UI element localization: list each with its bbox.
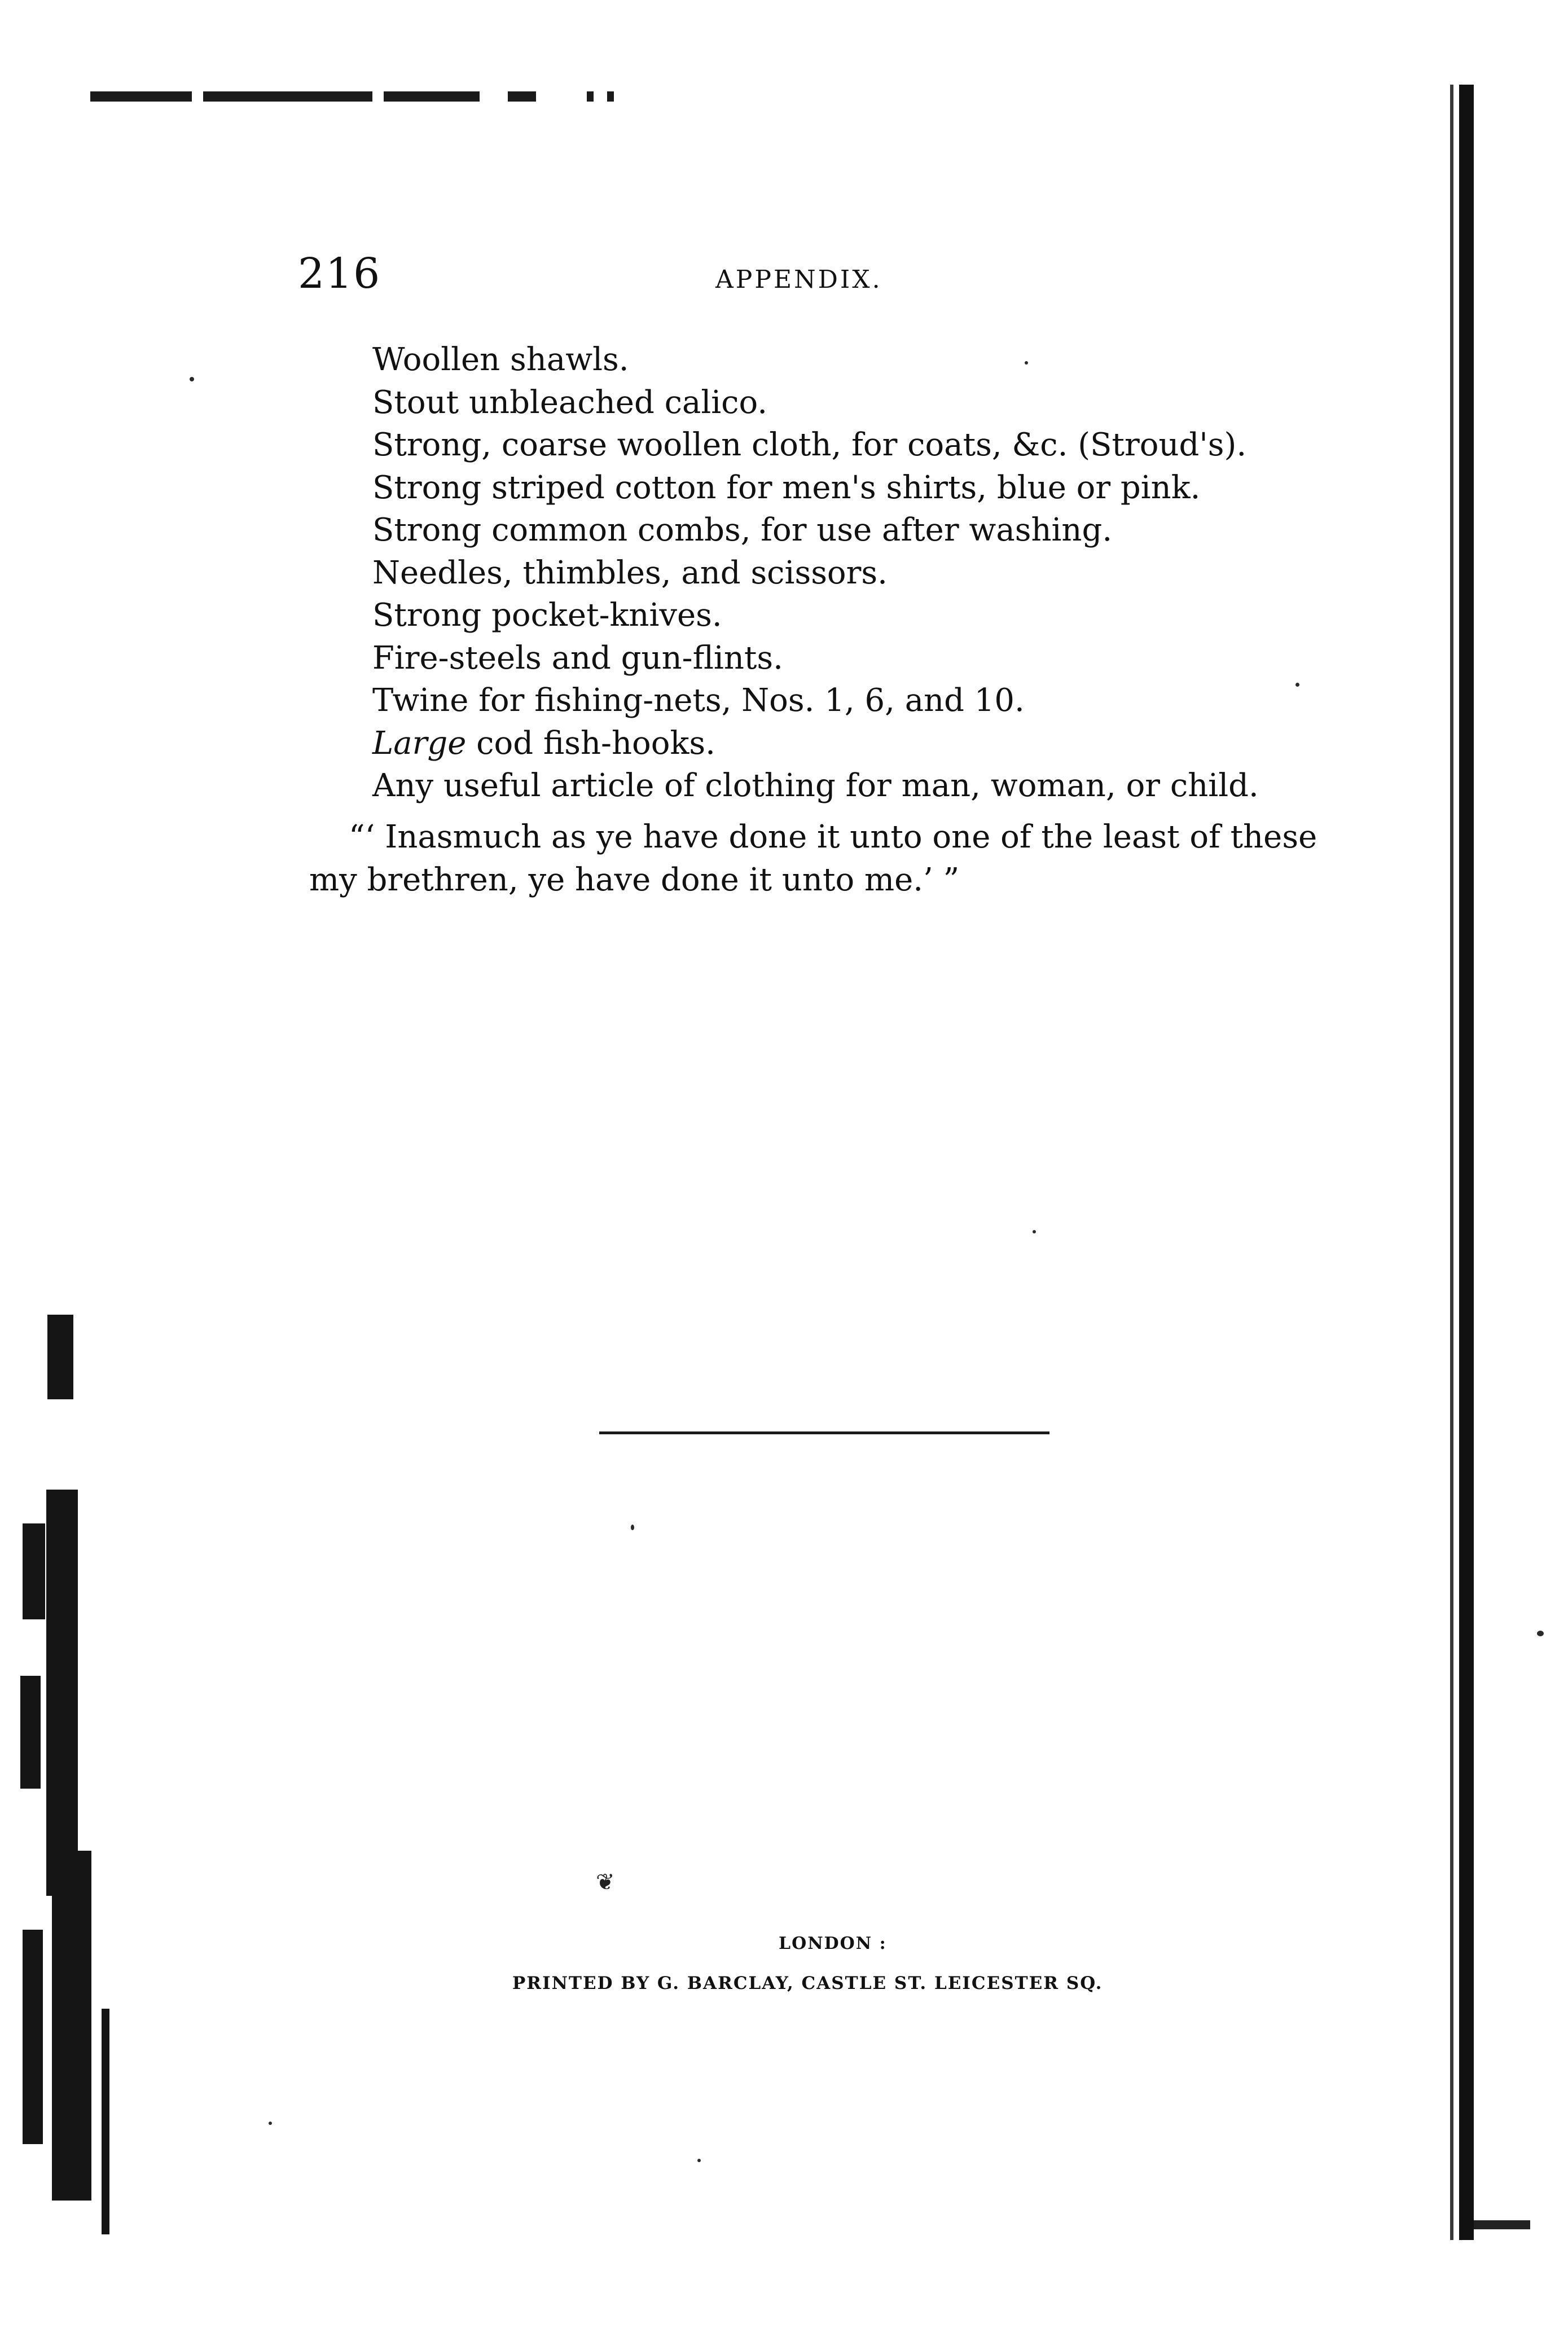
scan-artifact-top-rule [384,91,480,102]
scan-artifact-left-gutter [23,1930,43,2144]
scan-speck [1033,1230,1036,1233]
scan-speck [1537,1631,1544,1636]
list-item: Any useful article of clothing for man, woman, or child. [372,767,1259,804]
page-number: 216 [298,249,381,298]
list-item: Woollen shawls. [372,341,629,378]
list-item-text: cod fish-hooks. [466,724,715,762]
quote-line: my brethren, ye have done it unto me.’ ” [309,862,960,898]
scan-artifact-left-gutter [23,1523,45,1619]
list-item: Strong common combs, for use after washing. [372,512,1113,548]
scan-artifact-left-gutter [102,2009,109,2234]
list-item: Strong pocket-knives. [372,597,722,634]
donation-items-list [372,339,1388,807]
list-item: Needles, thimbles, and scissors. [372,554,888,591]
scan-speck [631,1525,634,1530]
list-item [372,722,1388,765]
scripture-quote [309,816,1342,902]
scan-artifact-top-rule [508,91,536,102]
printer-ornament-icon: ❦ [596,1869,615,1895]
scan-speck [190,377,194,381]
scan-artifact-top-rule [587,91,594,102]
list-item: Strong, coarse woollen cloth, for coats, &c. (Stroud's). [372,427,1247,463]
scan-artifact-left-gutter [20,1676,41,1789]
scan-speck [269,2122,272,2125]
imprint-printer: PRINTED BY G. BARCLAY, CASTLE ST. LEICESTER SQ. [512,1973,1103,1993]
imprint-city: LONDON : [779,1934,887,1953]
scan-speck [697,2159,701,2162]
section-divider [599,1431,1049,1434]
scan-artifact-top-rule [90,91,192,102]
scan-artifact-right-edge [1459,85,1474,2240]
scan-artifact-top-rule [607,91,614,102]
list-item: Fire-steels and gun-flints. [372,639,783,677]
quote-line: “‘ Inasmuch as ye have done it unto one of the least of these [349,819,1317,855]
emphasis-word: Large [372,724,467,762]
scan-artifact-left-gutter [47,1315,73,1399]
scan-artifact-left-gutter [52,1851,91,2201]
scan-artifact-top-rule [203,91,372,102]
scan-artifact-right-edge [1450,85,1453,2240]
scan-artifact-left-gutter [46,1490,78,1896]
list-item: Strong striped cotton for men's shirts, blue or pink. [372,469,1201,506]
scan-artifact-corner [1474,2220,1530,2229]
list-item: Twine for fishing-nets, Nos. 1, 6, and 10. [372,682,1025,719]
running-title: APPENDIX. [715,265,882,294]
list-item: Stout unbleached calico. [372,384,768,421]
